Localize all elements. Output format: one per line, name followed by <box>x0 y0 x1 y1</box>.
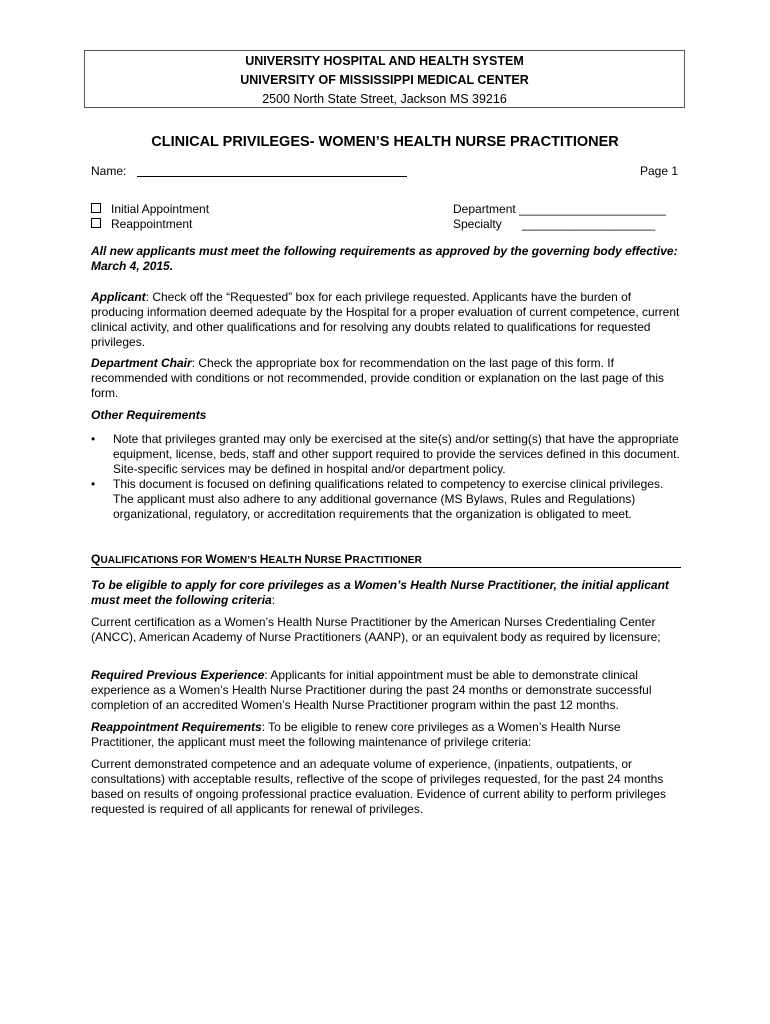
list-item-text: This document is focused on defining qualifications related to competency to exercise clinical privileges. The applicant must also adhere to any additional governance (MS Bylaws, Rules and Regulations) organizational, regulatory, or accreditation requirements that the organization is obligated to meet. <box>113 477 664 521</box>
department-chair-text: : Check the appropriate box for recommendation on the last page of this form. If recommended with conditions or not recommended, provide condition or explanation on the last page of this form. <box>91 356 665 400</box>
eligibility-bold: To be eligible to apply for core privileges as a Women’s Health Nurse Practitioner, the initial applicant must meet the following criteria <box>91 578 669 607</box>
certification-requirement: Current certification as a Women’s Health Nurse Practitioner by the American Nurses Credentialing Center (ANCC), American Academy of Nurse Practitioners (AANP), or an equivalent body as required by licensure; <box>91 615 661 644</box>
section-divider <box>91 567 681 568</box>
applicant-text: : Check off the “Requested” box for each privilege requested. Applicants have the burden of producing information deemed adequate by the Hospital for a proper evaluation of current competence, current clinical activity, and other qualifications and for resolving any doubts related to qualifications for requested privileges. <box>91 290 680 349</box>
other-requirements-heading: Other Requirements <box>91 408 207 422</box>
reappointment-checkbox[interactable] <box>91 218 101 228</box>
reappointment-requirements <box>91 720 681 750</box>
department-field[interactable]: Department ______________________ <box>453 202 666 216</box>
reappointment-label: Reappointment <box>111 217 193 231</box>
header-line-2: UNIVERSITY OF MISSISSIPPI MEDICAL CENTER <box>240 73 529 87</box>
initial-appointment-option[interactable] <box>91 202 209 216</box>
list-item-text: Note that privileges granted may only be exercised at the site(s) and/or setting(s) that have the appropriate equipment, license, beds, staff and other support required to provide the services defined in this document. Site-specific services may be defined in hospital and/or department policy. <box>113 432 680 476</box>
header-address: 2500 North State Street, Jackson MS 39216 <box>262 92 507 106</box>
department-chair-label: Department Chair <box>91 356 192 370</box>
list-item <box>91 477 681 522</box>
bullet-icon: • <box>91 477 96 491</box>
intro-requirements: All new applicants must meet the following requirements as approved by the governing body effective: March 4, 2015. <box>91 244 678 273</box>
department-chair-instructions <box>91 356 681 401</box>
qualifications-heading: QUALIFICATIONS FOR WOMEN’S HEALTH NURSE PRACTITIONER <box>91 552 422 566</box>
reappointment-req-text: : To be eligible to renew core privileges as a Women’s Health Nurse Practitioner, the applicant must meet the following maintenance of privilege criteria: <box>91 720 621 749</box>
name-field[interactable] <box>137 176 407 177</box>
reappointment-req-label: Reappointment Requirements <box>91 720 262 734</box>
applicant-label: Applicant <box>91 290 146 304</box>
experience-label: Required Previous Experience <box>91 668 265 682</box>
page-number: Page 1 <box>640 164 679 178</box>
previous-experience <box>91 668 681 713</box>
applicant-instructions <box>91 290 681 350</box>
header-line-1: UNIVERSITY HOSPITAL AND HEALTH SYSTEM <box>245 54 524 68</box>
name-label: Name: <box>91 164 127 178</box>
list-item <box>91 432 681 477</box>
reappointment-option[interactable] <box>91 217 192 231</box>
bullet-icon: • <box>91 432 96 446</box>
initial-appointment-checkbox[interactable] <box>91 203 101 213</box>
eligibility-statement <box>91 578 681 608</box>
other-requirements-list <box>91 432 681 522</box>
specialty-field[interactable]: Specialty ____________________ <box>453 217 656 231</box>
initial-appointment-label: Initial Appointment <box>111 202 210 216</box>
experience-text: : Applicants for initial appointment must be able to demonstrate clinical experience as a Women’s Health Nurse Practitioner during the past 24 months or demonstrate successful completion of an accredited Women’s Health Nurse Practitioner program within the past 12 months. <box>91 668 652 712</box>
institution-header <box>84 50 685 108</box>
eligibility-tail: : <box>271 593 276 607</box>
document-title: CLINICAL PRIVILEGES- WOMEN’S HEALTH NURSE PRACTITIONER <box>151 134 619 150</box>
competence-statement: Current demonstrated competence and an adequate volume of experience, (inpatients, outpatients, or consultations) with acceptable results, reflective of the scope of privileges requested, for the past 24 months based on results of ongoing professional practice evaluation. Evidence of current ability to perform privileges requested is required of all applicants for renewal of privileges. <box>91 757 666 816</box>
